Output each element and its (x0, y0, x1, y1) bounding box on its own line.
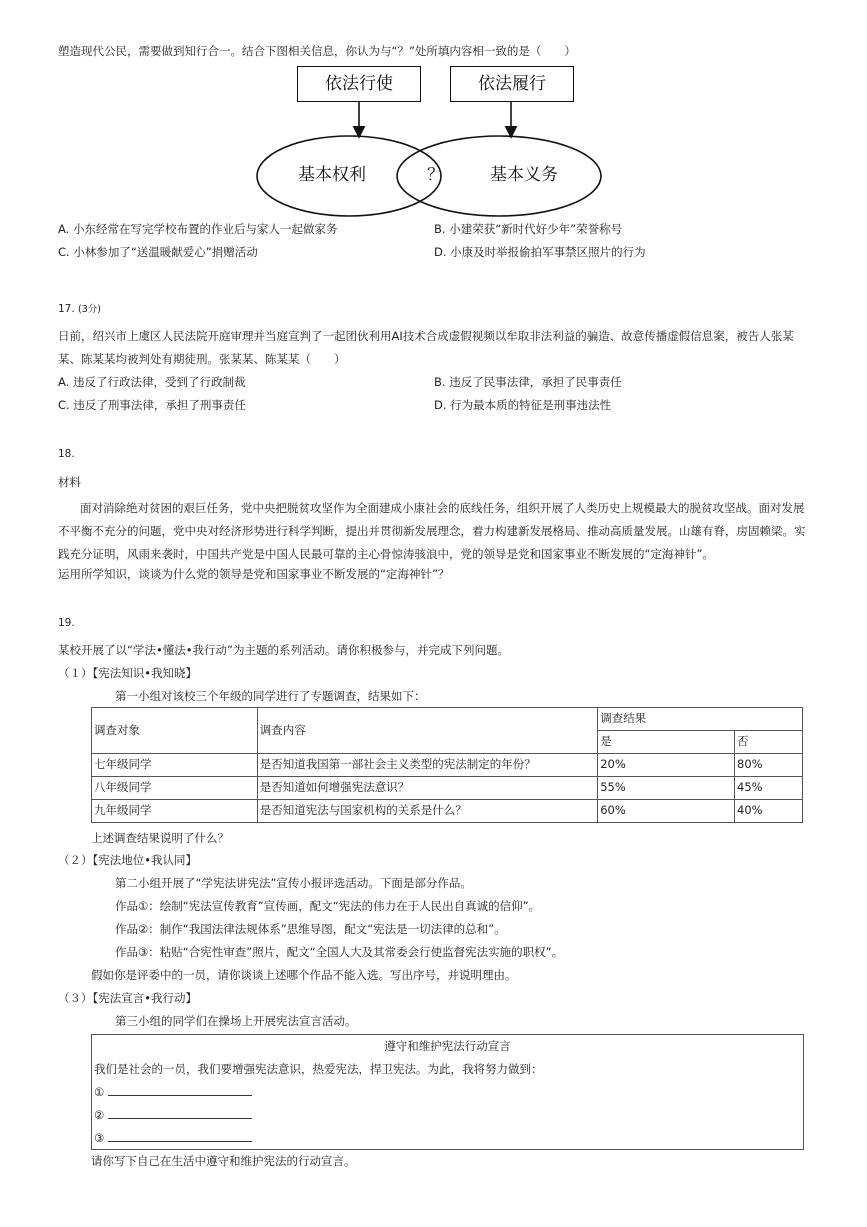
table-row (92, 777, 803, 800)
q16-option-d[interactable]: D. 小康及时举报偷拍军事禁区照片的行为 (434, 245, 646, 259)
row-content: 是否知道如何增强宪法意识？ (257, 777, 597, 800)
row-no: 80% (735, 754, 803, 777)
q19-number: 19. (58, 617, 75, 629)
row-content: 是否知道我国第一部社会主义类型的宪法制定的年份？ (257, 754, 597, 777)
q18-number: 18. (58, 448, 75, 460)
q19-part2-intro: 第二小组开展了“学宪法讲宪法”宣传小报评选活动。下面是部分作品。 (115, 876, 472, 890)
row-yes: 55% (598, 777, 735, 800)
q18-material-label: 材料 (58, 475, 81, 489)
blank-line[interactable] (108, 1108, 252, 1119)
declaration-title: 遵守和维护宪法行动宣言 (384, 1039, 511, 1053)
q17-stem-line2: 某、陈某某均被判处有期徒刑。张某某、陈某某（ ） (58, 352, 346, 366)
q18-question: 运用所学知识，谈谈为什么党的领导是党和国家事业不断发展的“定海神针”？ (58, 567, 450, 581)
declaration-line-2[interactable] (94, 1108, 252, 1124)
q19-work-1: 作品①：绘制“宪法宣传教育”宣传画，配文“宪法的伟力在于人民出自真诚的信仰”。 (115, 899, 541, 913)
row-object: 八年级同学 (92, 777, 258, 800)
blank-line[interactable] (108, 1085, 252, 1096)
header-yes: 是 (598, 731, 735, 754)
q17-option-a[interactable]: A. 违反了行政法律，受到了行政制裁 (58, 375, 246, 389)
survey-table (91, 707, 803, 823)
row-no: 40% (735, 800, 803, 823)
declaration-text: 我们是社会的一员，我们要增强宪法意识，热爱宪法，捍卫宪法。为此，我将努力做到： (94, 1062, 543, 1076)
mark-2: ② (94, 1108, 105, 1122)
row-yes: 20% (598, 754, 735, 777)
row-object: 七年级同学 (92, 754, 258, 777)
row-yes: 60% (598, 800, 735, 823)
q19-part1-label: （１）【宪法知识•我知晓】 (58, 666, 198, 680)
label-basic-rights: 基本权利 (298, 165, 366, 185)
declaration-line-3[interactable] (94, 1131, 252, 1147)
q16-option-b[interactable]: B. 小建荣获“新时代好少年”荣誉称号 (434, 222, 623, 236)
declaration-line-1[interactable] (94, 1085, 252, 1101)
mark-1: ① (94, 1085, 105, 1099)
label-basic-duties: 基本义务 (490, 165, 558, 185)
q19-part3-intro: 第三小组的同学们在操场上开展宪法宣言活动。 (115, 1014, 357, 1028)
q19-part1-question: 上述调查结果说明了什么？ (91, 831, 229, 845)
label-overlap-question: ？ (427, 165, 444, 185)
q19-intro: 某校开展了以“学法•懂法•我行动”为主题的系列活动。请你积极参与，并完成下列问题。 (58, 643, 509, 657)
q17-header (58, 302, 101, 317)
table-row (92, 754, 803, 777)
row-no: 45% (735, 777, 803, 800)
q19-part2-question: 假如你是评委中的一员，请你谈谈上述哪个作品不能入选。写出序号，并说明理由。 (91, 968, 517, 982)
q19-work-3: 作品③：粘贴“合宪性审查”照片，配文“全国人大及其常委会行使监督宪法实施的职权”。 (115, 945, 564, 959)
row-content: 是否知道宪法与国家机构的关系是什么？ (257, 800, 597, 823)
q19-part3-label: （３）【宪法宣言•我行动】 (58, 991, 198, 1005)
header-object: 调查对象 (92, 708, 258, 754)
q17-option-c[interactable]: C. 违反了刑事法律，承担了刑事责任 (58, 398, 246, 412)
box-exercise-lawfully: 依法行使 (297, 66, 421, 102)
header-no: 否 (735, 731, 803, 754)
table-row (92, 800, 803, 823)
q16-option-c[interactable]: C. 小林参加了“送温暖献爱心”捐赠活动 (58, 245, 258, 259)
box-perform-lawfully: 依法履行 (450, 66, 574, 102)
q16-stem: 塑造现代公民，需要做到知行合一。结合下图相关信息，你认为与“？”处所填内容相一致的是（ ） (58, 44, 576, 58)
row-object: 九年级同学 (92, 800, 258, 823)
q19-part1-intro: 第一小组对该校三个年级的同学进行了专题调查，结果如下： (115, 689, 426, 703)
q17-option-b[interactable]: B. 违反了民事法律，承担了民事责任 (434, 375, 622, 389)
q17-number: 17. (58, 303, 75, 315)
q19-work-2: 作品②：制作“我国法律法规体系”思维导图，配文“宪法是一切法律的总和”。 (115, 922, 506, 936)
declaration-box (91, 1034, 804, 1150)
q17-stem-line1: 日前，绍兴市上虞区人民法院开庭审理并当庭宣判了一起团伙利用AI技术合成虚假视频以牟取非法利益的骗造、故意传播虚假信息案，被告人张某 (58, 329, 794, 343)
q18-material: 面对消除绝对贫困的艰巨任务，党中央把脱贫攻坚作为全面建成小康社会的底线任务，组织开展了人类历史上规模最大的脱贫攻坚战。面对发展不平衡不充分的问题，党中央对经济形势进行科学判断，提出并贯彻新发展理念，着力构建新发展格局、推动高质量发展。山雄有脊，房固赖梁。实践充分证明，风雨来袭时，中国共产党是中国人民最可靠的主心骨惊涛骇浪中，党的领导是党和国家事业不断发展的“定海神针”。 (58, 501, 806, 561)
q19-part2-label: （２）【宪法地位•我认同】 (58, 853, 198, 867)
header-result: 调查结果 (598, 708, 803, 731)
q19-part3-question: 请你写下自己在生活中遵守和维护宪法的行动宣言。 (91, 1154, 356, 1168)
q17-score: (3分) (78, 304, 102, 315)
mark-3: ③ (94, 1131, 105, 1145)
q16-option-a[interactable]: A. 小东经常在写完学校布置的作业后与家人一起做家务 (58, 222, 338, 236)
q17-option-d[interactable]: D. 行为最本质的特征是刑事违法性 (434, 398, 612, 412)
blank-line[interactable] (108, 1131, 252, 1142)
header-content: 调查内容 (257, 708, 597, 754)
rights-duties-diagram (250, 60, 620, 220)
